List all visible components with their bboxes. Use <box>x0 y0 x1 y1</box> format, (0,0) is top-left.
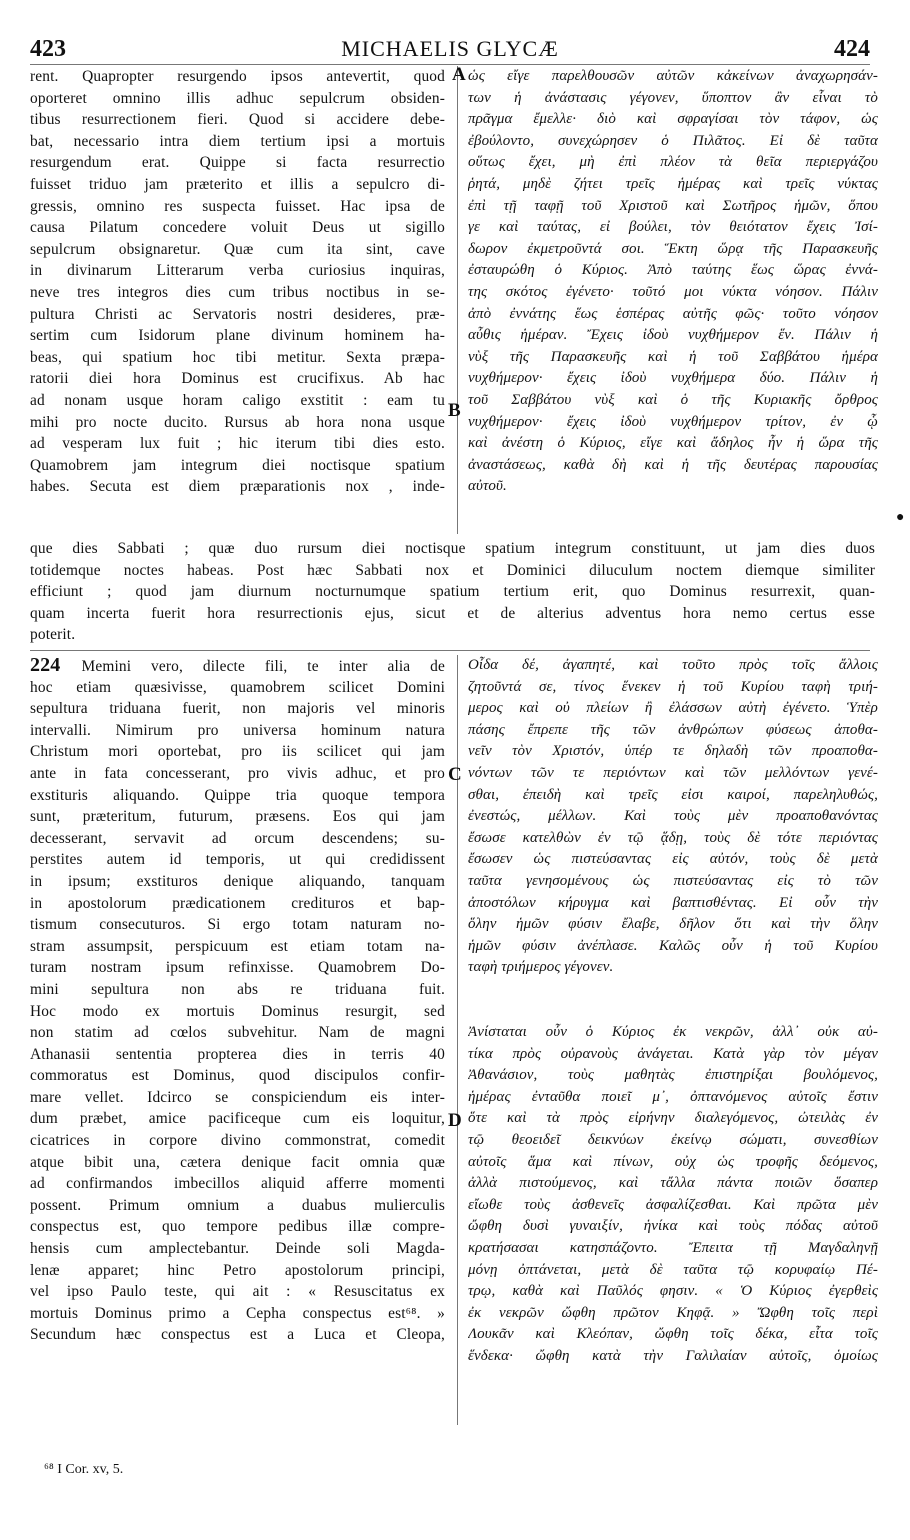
latin-text-line: in divinarum Litterarum verba curiosius inquiras, <box>30 262 445 280</box>
full-width-text-line: totidemque noctes habeas. Post hæc Sabbati nox et Dominici diluculum noctem diemque similiter <box>30 561 875 579</box>
full-width-text-line: poterit. <box>30 626 76 644</box>
greek-text-line: της σκότος ἐγένετο· τοῦτό μοι νύκτα νόησον. Πάλιν <box>468 283 878 300</box>
greek-text-line: δωρον ἐκμετροῦντά σοι. Ἕκτη ὥρᾳ τῆς Παρασκευῆς <box>468 240 878 257</box>
section-number: 224 <box>30 655 82 676</box>
margin-marker-d: D <box>448 1110 462 1131</box>
greek-text-line: αὖθις ἡμέραν. Ἔχεις ἰδοὺ νυχθήμερον ἕν. Πάλιν ἡ <box>468 327 878 344</box>
full-width-text-line: quam incerta fuerit hora resurrectionis ejus, sicut et de alterius adventus hora nemo certus esse <box>30 604 875 622</box>
column-divider-top <box>457 66 458 534</box>
greek-text-line: ταφὴ τριήμερος γέγονεν. <box>468 959 614 976</box>
greek-text-line: Οἶδα δέ, ἀγαπητέ, καὶ τοῦτο πρὸς τοῖς ἄλλοις <box>468 657 878 673</box>
full-width-text-line: que dies Sabbati ; quæ duo rursum diei noctisque spatium integrum constituunt, ut jam dies duos <box>30 540 875 557</box>
latin-text-line: commoratus est Dominus, quod discipulos confir- <box>30 1067 445 1085</box>
greek-text-line: τρῳ, καθὰ καὶ Παῦλός φησιν. « Ὁ Κύριος ἐγερθεὶς <box>468 1283 878 1300</box>
running-title: MICHAELIS GLYCÆ <box>341 36 559 61</box>
latin-text-line: beas, qui spatium hoc tibi metitur. Sexta præpa- <box>30 348 445 366</box>
latin-text-line: Quamobrem jam integrum diei noctisque spatium <box>30 456 445 474</box>
latin-text-line: oporteret omnino illis adhuc sepulcrum obsiden- <box>30 89 445 107</box>
greek-text-line: σθαι, ἐπειδὴ καὶ τρεῖς εἰσι καιροί, παρεληλυθώς, <box>468 786 878 803</box>
latin-text-line: causa Pilatum concedere voluit Deus ut sigillo <box>30 219 445 237</box>
latin-text-line: exstituris aliquando. Quippe tria quoque tempora <box>30 786 445 804</box>
greek-text-line: Ἀθανάσιον, τοὺς μαθητὰς ἐπιστηρίξαι βουλόμενος, <box>468 1067 878 1084</box>
greek-text-line: ἀναστάσεως, καθὰ δὴ καὶ ἡ τῆς δευτέρας παρουσίας <box>468 456 878 473</box>
line-text: Memini vero, dilecte fili, te inter alia de <box>81 658 445 675</box>
greek-text-line: αὐτοῖς ἅμα καὶ πίνων, οὐχ ὡς τροφῆς δεόμενος, <box>468 1153 878 1170</box>
latin-text-line: tismum consecuturos. Si ergo totam naturam no- <box>30 916 445 934</box>
greek-text-line: αὐτοῦ. <box>468 478 507 495</box>
full-width-text <box>30 538 875 646</box>
latin-text-line: lenæ apparet; hinc Petro apostolorum principi, <box>30 1261 445 1279</box>
latin-text-line: stram assumpsit, perspicuum est etiam totam na- <box>30 937 445 955</box>
greek-text-line: εἴωθε τοὺς ἀσθενεῖς ἀσφαλίζεσθαι. Καὶ πρῶτα μὲν <box>468 1196 878 1213</box>
greek-text-line: ἔσωσεν ὡς πιστεύσαντας εἰς αὐτόν, τοὺς δὲ μετὰ <box>468 851 878 868</box>
latin-text-line: perstites autem id temporis, ut qui credidissent <box>30 851 445 869</box>
greek-text-line: ἡμῶν φύσιν ἀνέπλασε. Καλῶς οὖν ἡ τοῦ Κυρίου <box>468 937 878 954</box>
greek-text-line: ἀποστόλων κήρυγμα καὶ βαπτισθέντας. Εἰ οὖν τὴν <box>468 894 878 911</box>
full-width-text-line: efficiunt ; quod jam diurnum nocturnumque spatium tertium erit, quo Dominus resurrexit, quan- <box>30 583 875 601</box>
latin-text-line: sepultura triduana fuerit, non majoris vel minoris <box>30 700 445 718</box>
greek-column-lower <box>468 1022 878 1368</box>
latin-text-line: turam nostram ipsum refinxisse. Quamobrem Do- <box>30 959 445 977</box>
latin-text-line: resurgendum erat. Quippe si facta resurrectio <box>30 154 445 172</box>
latin-text-line: ad confirmandos imbecillos aliquid afferre momenti <box>30 1175 445 1193</box>
greek-text-line: ἡμέρας ἐνταῦθα ποιεῖ μ᾽, ὀπτανόμενος αὐτοῖς ἔστιν <box>468 1088 878 1105</box>
latin-text-line: dum præbet, amice pacificeque cum eis loquitur, <box>30 1110 445 1128</box>
latin-text-line: mortuis Dominus primo a Cepha conspectus est⁶⁸. » <box>30 1304 445 1322</box>
greek-text-line: νόντων τῶν τε περιόντων καὶ τῶν μελλόντων γενέ- <box>468 764 878 781</box>
margin-marker-b: B <box>448 400 461 421</box>
latin-text-line: non statim ad cœlos subvehitur. Nam de magni <box>30 1024 445 1042</box>
latin-text-line: pultura Christi ac Servatoris nostri desideres, præ- <box>30 305 445 323</box>
latin-text-line: ante in fata concesserant, pro vivis adhuc, et pro <box>30 764 445 782</box>
latin-column-top <box>30 66 445 498</box>
greek-text-line: νεῖν τὸν Χριστόν, ὑπέρ τε δηλαδὴ τῶν προαποθα- <box>468 743 878 760</box>
latin-text-line: in ipsum; exstituros denique aliquando, tanquam <box>30 872 445 890</box>
margin-marker-a: A <box>452 64 466 85</box>
greek-text-line: κρατήσασαι κατησπάζοντο. Ἔπειτα τῇ Μαγδαληνῇ <box>468 1239 878 1256</box>
greek-text-line: τίκα πρὸς οὐρανοὺς ἀνάγεται. Κατὰ γὰρ τὸν μέγαν <box>468 1045 878 1062</box>
latin-text-line: Christum mori oportebat, pro iis scilicet qui jam <box>30 743 445 761</box>
greek-column-middle <box>468 655 878 979</box>
greek-text-line: ἐσταυρώθη ὁ Κύριος. Ἀπὸ ταύτης ἕως ὥρας ἐννά- <box>468 262 878 279</box>
latin-text-line: mare vellet. Idcirco se conspiciendum eis inter- <box>30 1088 445 1106</box>
greek-text-line: μερος καὶ οὐ πλείων ἢ ἐλάσσων αὐτὴ ἐγένετο. Ὑπὲρ <box>468 700 878 717</box>
greek-text-line: ἕνδεκα· ὤφθη κατὰ τὴν Γαλιλαίαν αὐτοῖς, ὁμοίως <box>468 1347 878 1364</box>
greek-text-line: Λουκᾶν καὶ Κλεόπαν, ὤφθη τοῖς δέκα, εἶτα τοῖς <box>468 1326 878 1343</box>
greek-text-line: ἐβούλοντο, συνεχώρησεν ὁ Πιλᾶτος. Εἰ δὲ ταῦτα <box>468 132 878 149</box>
latin-text-line: habes. Secuta est diem præparationis nox , inde- <box>30 478 445 496</box>
running-header <box>30 36 870 62</box>
latin-text-line: cicatrices in corpore divino commonstrat, comedit <box>30 1132 445 1150</box>
latin-text-line: decesserant, servavit ad orcum descendens; su- <box>30 829 445 847</box>
greek-column-top <box>468 66 878 498</box>
latin-text-line: ad nonam usque horam caligo exstitit : eam tu <box>30 391 445 409</box>
latin-column-middle <box>30 655 445 1346</box>
latin-text-line: Hoc modo ex mortuis Dominus resurgit, sed <box>30 1002 445 1020</box>
latin-text-line: Athanasii sententia propterea dies in terris 40 <box>30 1045 445 1063</box>
greek-text-line: ἀπὸ ἐννάτης ἕως ἑσπέρας αὐτῆς φῶς· τοῦτο νόησον <box>468 305 878 322</box>
footnote: ⁶⁸ I Cor. xv, 5. <box>44 1462 124 1477</box>
greek-text-line: νὺξ τῆς Παρασκευῆς καὶ ἡ τοῦ Σαββάτου ἡμέρα <box>468 348 878 365</box>
latin-text-line: sepulcrum obsignaretur. Quæ cum ita sint, cave <box>30 240 445 258</box>
greek-text-line: ἀλλὰ πιστούμενος, καὶ τἄλλα πάντα ποιῶν ὅσαπερ <box>468 1175 878 1192</box>
greek-text-line: πάσης ἔπρεπε τῆς τῶν ἀνθρώπων φύσεως ἀποθα- <box>468 721 878 738</box>
latin-text-line <box>30 655 445 677</box>
latin-text-line: mini sepultura non abs re triduana fuit. <box>30 980 445 998</box>
greek-text-line: νυχθήμερον· ἔχεις ἰδοὺ νυχθήμερον τρίτον, ἐν ᾧ <box>468 413 878 430</box>
greek-text-line: ἐπὶ τῇ ταφῇ τοῦ Χριστοῦ καὶ Σωτῆρος ἡμῶν, ὅπου <box>468 197 878 214</box>
greek-text-line: οὕτως ἔχει, μὴ ἐπὶ πλέον τὰ θεῖα περιεργάζου <box>468 154 878 171</box>
latin-text-line: hoc etiam quæsivisse, quamobrem scilicet Domini <box>30 678 445 696</box>
latin-text-line: atque bibit una, cætera denique facit omnia quæ <box>30 1153 445 1171</box>
latin-text-line: ratorii diei hora Dominus est crucifixus. Ab hac <box>30 370 445 388</box>
greek-text-line: των ἡ ἀνάστασις γέγονεν, ὕποπτον ἂν εἶναι τὸ <box>468 89 878 106</box>
greek-text-line: ἐνεστώς, μέλλων. Καὶ τοὺς μὲν προαποθανόντας <box>468 808 878 825</box>
latin-text-line: gressis, omnino res suspecta fuisset. Hac ipsa de <box>30 197 445 215</box>
margin-bullet: ● <box>896 510 905 525</box>
latin-text-line: tibus resurrectionem fieri. Quod si accidere debe- <box>30 111 445 129</box>
latin-text-line: sunt, præteritum, futurum, præsens. Eos qui jam <box>30 808 445 826</box>
greek-text-line: ἔσωσε κατελθὼν ἐν τῷ ᾅδῃ, τοὺς δὲ τότε περιόντας <box>468 829 878 846</box>
margin-marker-c: C <box>448 764 462 785</box>
section-rule <box>30 650 870 651</box>
greek-text-line: ἐκ νεκρῶν ὤφθη πρῶτον Κηφᾷ. » Ὤφθη τοῖς περὶ <box>468 1304 878 1321</box>
greek-text-line: ζητοῦντά σε, τίνος ἕνεκεν ἡ τοῦ Κυρίου ταφὴ τριή- <box>468 678 878 695</box>
latin-text-line: fuisset triduo jam præterito et illis a sepulcro di- <box>30 175 445 193</box>
latin-text-line: vel ipso Paulo teste, qui ait : « Resuscitatus ex <box>30 1283 445 1301</box>
greek-text-line: Ἀνίσταται οὖν ὁ Κύριος ἐκ νεκρῶν, ἀλλ᾽ οὐκ αὐ- <box>468 1024 878 1040</box>
latin-text-line: bat, necessario intra diem tertium ipsi a mortuis <box>30 132 445 150</box>
latin-text-line: rent. Quapropter resurgendo ipsos antevertit, quod <box>30 68 445 85</box>
greek-text-line: καὶ ἀνέστη ὁ Κύριος, εἴγε καὶ ἄδηλος ἦν ἡ ὥρα τῆς <box>468 435 878 452</box>
latin-text-line: ad vesperam lux fuit ; hic iterum tibi dies esto. <box>30 435 445 453</box>
latin-text-line: hensis cum amplectebantur. Deinde soli Magda- <box>30 1240 445 1258</box>
latin-text-line: mihi pro nocte ducito. Rursus ab hora nona usque <box>30 413 445 431</box>
greek-text-line: νυχθήμερον· ἔχεις ἰδοὺ νυχθήμερα δύο. Πάλιν ἡ <box>468 370 878 387</box>
latin-text-line: intervalli. Nimirum pro universa hominum natura <box>30 721 445 739</box>
latin-text-line: Secundum hæc conspectus est a Luca et Cleopa, <box>30 1326 445 1344</box>
latin-text-line: in apostolorum prædicationem credituros et bap- <box>30 894 445 912</box>
greek-text-line: ὅτε καὶ τὰ πρὸς εἰρήνην διαλεγόμενος, ὠτειλὰς ἐν <box>468 1110 878 1127</box>
greek-text-line: τοῦ Σαββάτου νὺξ καὶ ὁ τῆς Κυριακῆς ὄρθρος <box>468 391 878 408</box>
greek-text-line: πρᾶγμα ἔμελλε· διὸ καὶ σφραγίσαι τὸν τάφον, ὡς <box>468 111 878 128</box>
page-number-left: 423 <box>30 36 66 62</box>
greek-text-line: ταῦτα γενησομένους ὡς πιστεύσαντας εἰς τὸ τῶν <box>468 872 878 889</box>
greek-text-line: ῥητά, μηδὲ ζήτει τρεῖς ἡμέρας καὶ τρεῖς νύκτας <box>468 175 878 192</box>
latin-text-line: neve tres integros dies cum tribus noctibus in se- <box>30 283 445 301</box>
greek-text-line: τῷ θεοειδεῖ δεικνύων ἐκείνῳ σώματι, συνεσθίων <box>468 1131 878 1148</box>
greek-text-line: ὅλην ἡμῶν φύσιν ἔλαβε, δῆλον ὅτι καὶ τὴν ὅλην <box>468 916 878 933</box>
page-number-right: 424 <box>834 36 870 62</box>
latin-text-line: possent. Primum omnium a duabus mulierculis <box>30 1196 445 1214</box>
latin-text-line: sertim cum Isidorum plane divinum hominem ha- <box>30 327 445 345</box>
greek-text-line: γε καὶ ταύτας, εἰ βούλει, τὸν θειότατον ἔχεις Ἰσί- <box>468 219 878 236</box>
greek-text-line: ὤφθη δυσὶ γυναιξίν, ἡνίκα καὶ τοὺς πόδας αὐτοῦ <box>468 1218 878 1235</box>
greek-text-line: μόνῃ ὀπτάνεται, μετὰ δὲ ταῦτα τῷ κορυφαίῳ Πέ- <box>468 1261 878 1278</box>
header-rule <box>30 64 870 65</box>
latin-text-line: conspectus est, quo tempore pedibus illæ compre- <box>30 1218 445 1236</box>
greek-text-line: ὡς εἴγε παρελθουσῶν αὐτῶν κἀκείνων ἀναχωρησάν- <box>468 68 878 84</box>
